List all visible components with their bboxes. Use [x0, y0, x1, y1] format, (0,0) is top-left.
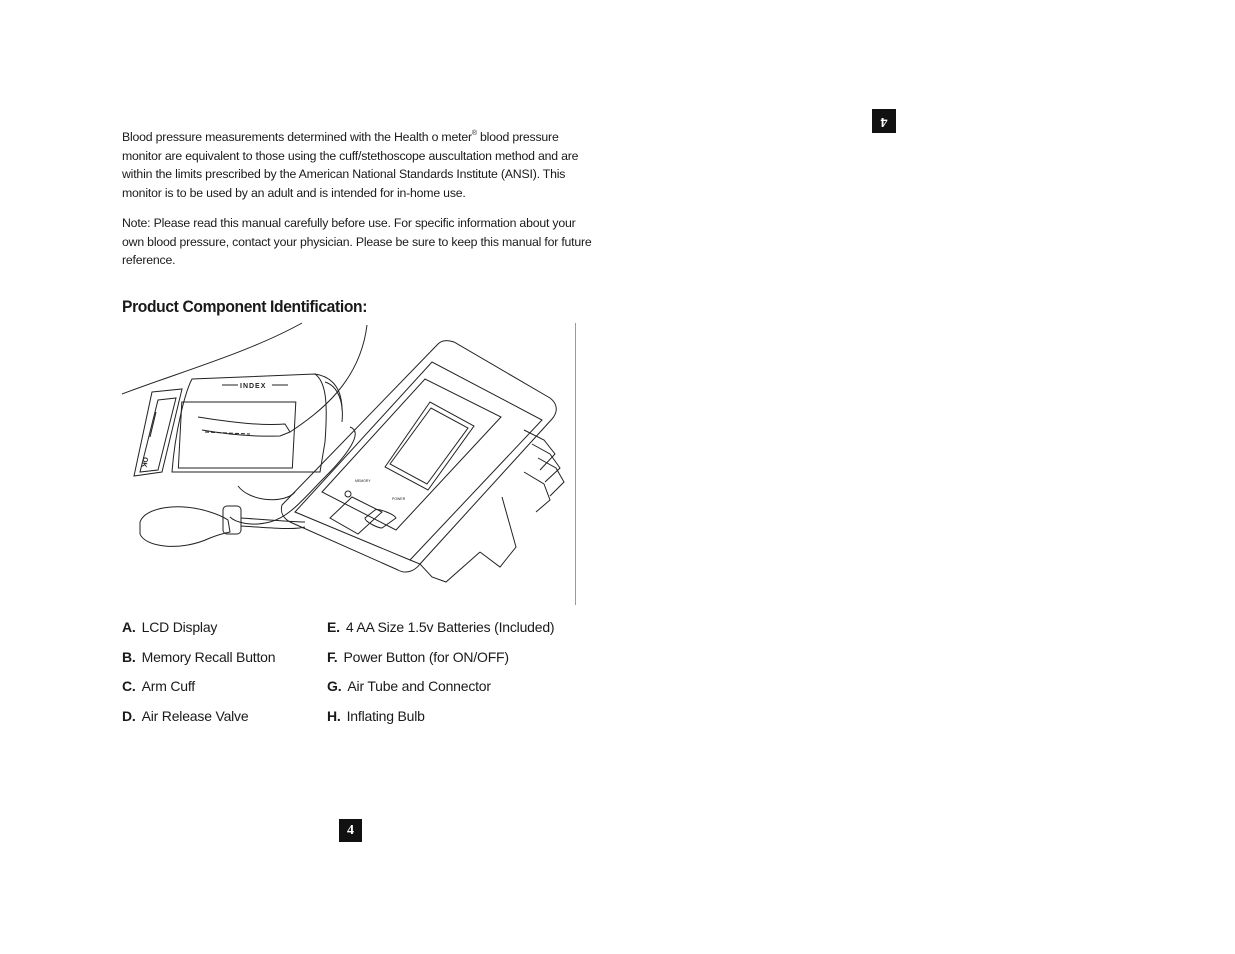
blood-pressure-monitor-illustration: [120, 322, 570, 587]
intro-paragraph-1: [122, 128, 592, 202]
note-paragraph: Note: Please read this manual carefully before use. For specific information about your own blood pressure, contact your physician. Please be sure to keep this manual for future reference.: [122, 216, 592, 268]
component-item-c: C. Arm Cuff: [122, 678, 195, 694]
component-item-g: G. Air Tube and Connector: [327, 678, 491, 694]
memory-label: MEMORY: [355, 479, 371, 483]
registered-mark: ®: [471, 130, 477, 137]
power-label: POWER: [392, 497, 406, 501]
page-number: 4: [339, 819, 362, 842]
intro-text: Blood pressure measurements determined with the Health o meter: [122, 130, 472, 144]
component-item-a: A. LCD Display: [122, 619, 218, 635]
component-item-e: E. 4 AA Size 1.5v Batteries (Included): [327, 619, 555, 635]
component-item-d: D. Air Release Valve: [122, 708, 249, 724]
section-heading: Product Component Identification:: [122, 297, 368, 316]
figure-divider: [575, 323, 576, 605]
component-item-f: F. Power Button (for ON/OFF): [327, 649, 509, 665]
component-item-h: H. Inflating Bulb: [327, 708, 425, 724]
intro-text-continued: blood pressure monitor are equivalent to those using the cuff/stethoscope auscultation method and are within the limits prescribed by the American National Standards Institute (ANSI). This monitor is to be used by an adult and is intended for in-home use.: [122, 130, 579, 200]
component-item-b: B. Memory Recall Button: [122, 649, 276, 665]
mirrored-page-number: 4: [872, 109, 896, 133]
cuff-index-label: INDEX: [240, 383, 267, 390]
cuff-ok-label: OK: [139, 456, 149, 468]
